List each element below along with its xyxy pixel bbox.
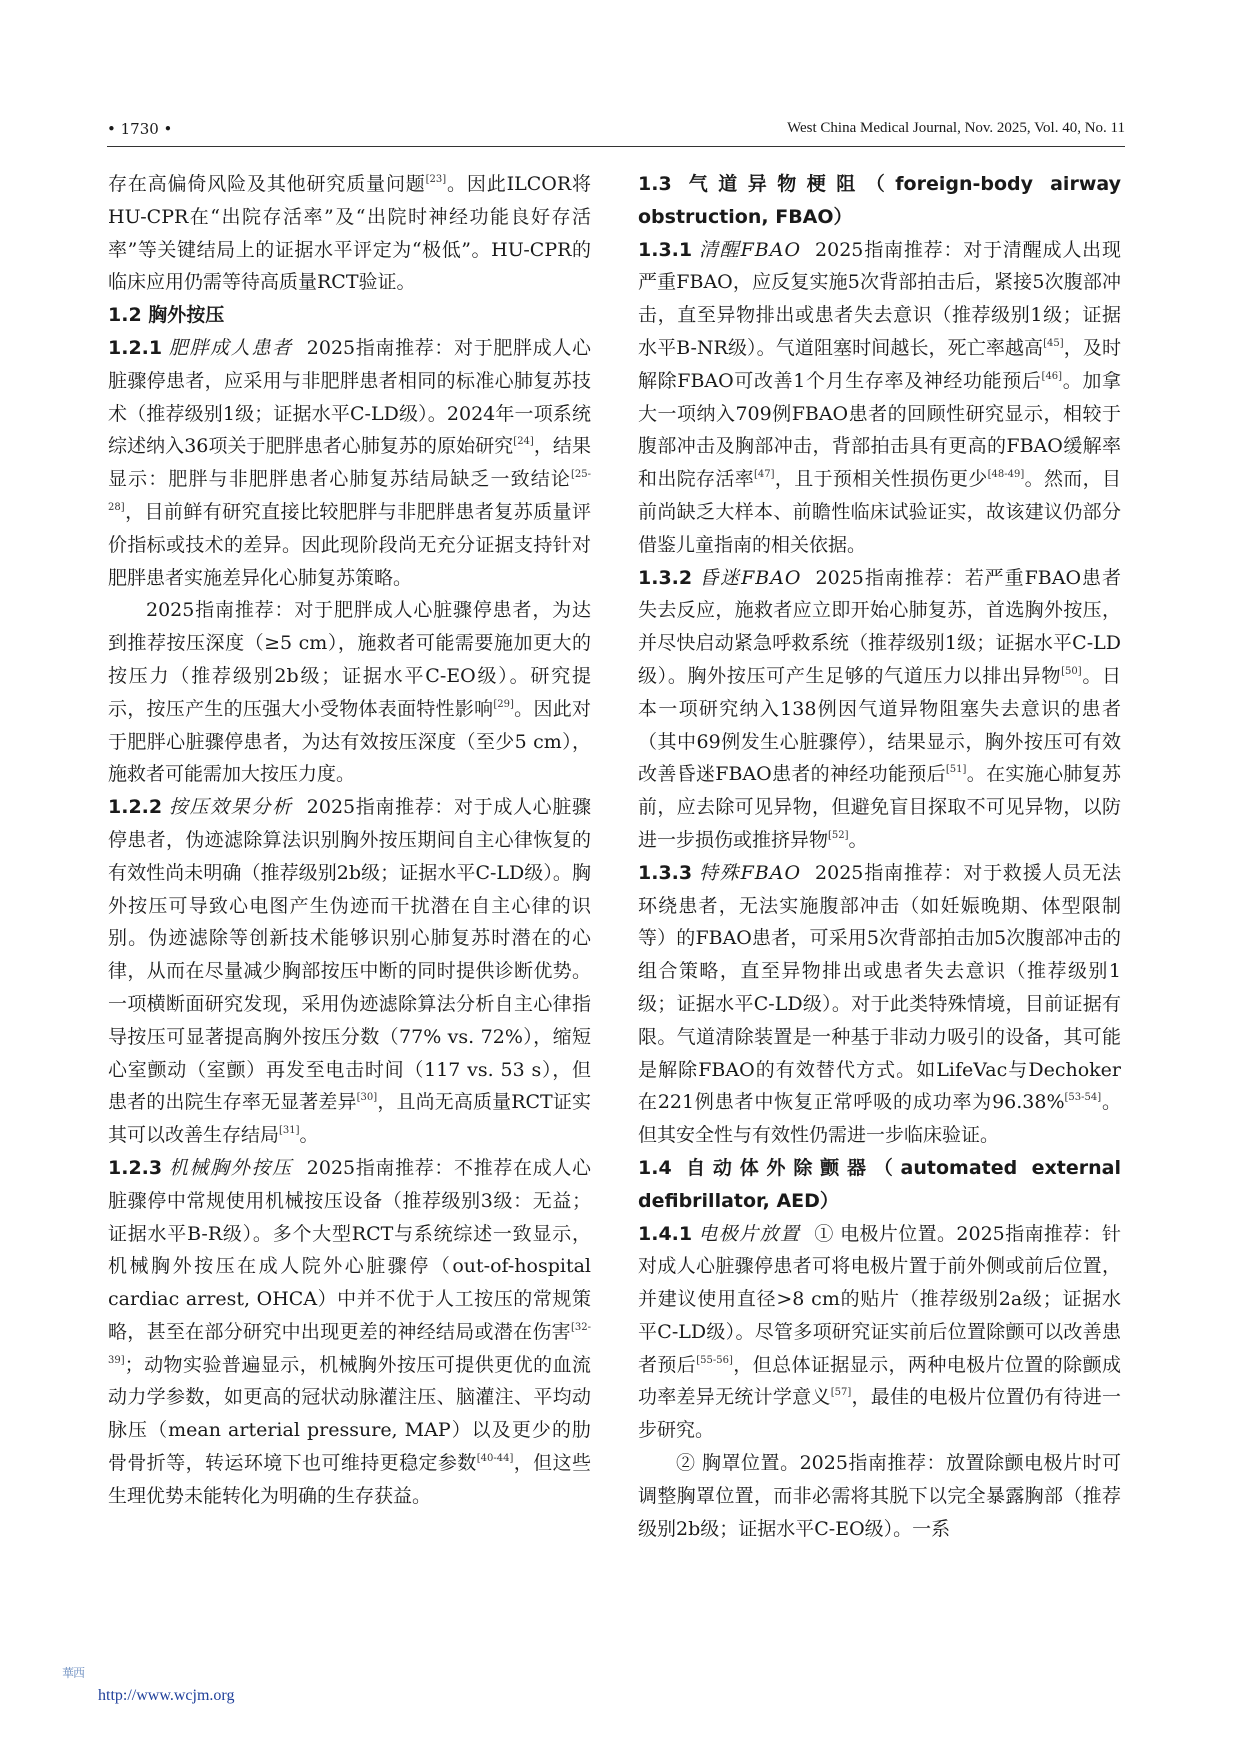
left-column <box>108 168 591 1513</box>
journal-citation: West China Medical Journal, Nov. 2025, Vol. 40, No. 11 <box>787 120 1125 136</box>
paragraph: ② 胸罩位置。2025指南推荐：放置除颤电极片时可调整胸罩位置，而非必需将其脱下以完全暴露胸部（推荐级别2b级；证据水平C-EO级）。一系 <box>638 1452 1121 1540</box>
citation[interactable]: [51] <box>945 764 967 776</box>
citation[interactable]: [30] <box>356 1092 378 1104</box>
citation[interactable]: [57] <box>830 1387 852 1399</box>
journal-url-link[interactable]: http://www.wcjm.org <box>98 1687 235 1704</box>
journal-logo-icon: 華西 <box>62 1666 85 1680</box>
citation[interactable]: [48-49] <box>987 469 1025 481</box>
subsection-1-3-3: 1.3.3 特殊FBAO 2025指南推荐：对于救援人员无法环绕患者，无法实施腹部冲击（如妊娠晚期、体型限制等）的FBAO患者，可采用5次背部拍击加5次腹部冲击的组合策略，直至异物排出或患者失去意识（推荐级别1级；证据水平C-LD级）。对于此类特殊情境，目前证据有限。气道清除装置是一种基于非动力吸引的设备，其可能是解除FBAO的有效替代方式。如LifeVac与Dechoker在221例患者中恢复正常呼吸的成功率为96.38%[53-54]。但其安全性与有效性仍需进一步临床验证。 <box>638 861 1121 1147</box>
citation[interactable]: [46] <box>1041 370 1063 382</box>
citation[interactable]: [23] <box>425 174 447 185</box>
header-divider <box>107 146 1125 147</box>
subsection-1-3-1: 1.3.1 清醒FBAO 2025指南推荐：对于清醒成人出现严重FBAO，应反复实施5次背部拍击后，紧接5次腹部冲击，直至异物排出或患者失去意识（推荐级别1级；证据水平B-NR级）。气道阻塞时间越长，死亡率越高[45]，及时解除FBAO可改善1个月生存率及神经功能预后[46]。加拿大一项纳入709例FBAO患者的回顾性研究显示，相较于腹部冲击及胸部冲击，背部拍击具有更高的FBAO缓解率和出院存活率[47]，且于预相关性损伤更少[48-49]。然而，目前尚缺乏大样本、前瞻性临床试验证实，故该建议仍部分借鉴儿童指南的相关依据。 <box>638 238 1121 556</box>
citation[interactable]: [47] <box>754 469 775 481</box>
subsection-1-4-1: 1.4.1 电极片放置 ① 电极片位置。2025指南推荐：针对成人心脏骤停患者可将电极片置于前外侧或前后位置，并建议使用直径>8 cm的贴片（推荐级别2a级；证据水平C-LD级）。尽管多项研究证实前后位置除颤可以改善患者预后[55-56]，但总体证据显示，两种电极片位置的除颤成功率差异无统计学意义[57]，最佳的电极片位置仍有待进一步研究。 <box>638 1222 1121 1442</box>
subsection-1-3-2: 1.3.2 昏迷FBAO 2025指南推荐：若严重FBAO患者失去反应，施救者应立即开始心肺复苏，首选胸外按压，并尽快启动紧急呼救系统（推荐级别1级；证据水平C-LD级）。胸外按压可产生足够的气道压力以排出异物[50]。日本一项研究纳入138例因气道异物阻塞失去意识的患者（其中69例发生心脏骤停），结果显示，胸外按压可有效改善昏迷FBAO患者的神经功能预后[51]。在实施心肺复苏前，应去除可见异物，但避免盲目探取不可见异物，以防进一步损伤或推挤异物[52]。 <box>638 566 1121 851</box>
section-heading-1-2: 1.2 胸外按压 <box>108 304 225 327</box>
page-number: • 1730 • <box>107 120 173 138</box>
citation[interactable]: [53-54] <box>1064 1092 1102 1104</box>
citation[interactable]: [25-28] <box>108 469 591 513</box>
citation[interactable]: [45] <box>1043 337 1064 349</box>
paragraph: 2025指南推荐：对于肥胖成人心脏骤停患者，为达到推荐按压深度（≥5 cm），施救者可能需要施加更大的按压力（推荐级别2b级；证据水平C-EO级）。研究提示，按压产生的压强大小受物体表面特性影响[29]。因此对于肥胖心脏骤停患者，为达有效按压深度（至少5 cm），施救者可能需加大按压力度。 <box>108 599 591 786</box>
citation[interactable]: [31] <box>279 1125 300 1137</box>
subsection-1-2-1: 1.2.1 肥胖成人患者 2025指南推荐：对于肥胖成人心脏骤停患者，应采用与非肥胖患者相同的标准心肺复苏技术（推荐级别1级；证据水平C-LD级）。2024年一项系统综述纳入36项关于肥胖患者心肺复苏的原始研究[24]，结果显示：肥胖与非肥胖患者心肺复苏结局缺乏一致结论[25-28]，目前鲜有研究直接比较肥胖与非肥胖患者复苏质量评价指标或技术的差异。因此现阶段尚无充分证据支持针对肥胖患者实施差异化心肺复苏策略。 <box>108 336 591 589</box>
subsection-1-2-3: 1.2.3 机械胸外按压 2025指南推荐：不推荐在成人心脏骤停中常规使用机械按压设备（推荐级别3级：无益；证据水平B-R级）。多个大型RCT与系统综述一致显示，机械胸外按压在成人院外心脏骤停（out-of-hospital cardiac arrest, OHCA）中并不优于人工按压的常规策略，甚至在部分研究中出现更差的神经结局或潜在伤害[32-39]；动物实验普遍显示，机械胸外按压可提供更优的血流动力学参数，如更高的冠状动脉灌注压、脑灌注、平均动脉压（mean arterial pressure, MAP）以及更少的肋骨骨折等，转运环境下也可维持更稳定参数[40-44]，但这些生理优势未能转化为明确的生存获益。 <box>108 1156 591 1507</box>
section-heading-1-3: 1.3 气道异物梗阻（foreign-body airway obstruction, FBAO） <box>638 173 1121 228</box>
citation[interactable]: [50] <box>1061 665 1082 677</box>
citation[interactable]: [52] <box>828 829 849 841</box>
citation[interactable]: [40-44] <box>476 1453 514 1465</box>
citation[interactable]: [29] <box>493 698 514 710</box>
section-heading-1-4: 1.4 自动体外除颤器（automated external defibrillator, AED） <box>638 1156 1121 1212</box>
citation[interactable]: [24] <box>513 436 534 448</box>
paragraph: 存在高偏倚风险及其他研究质量问题[23]。因此ILCOR将HU-CPR在“出院存活率”及“出院时神经功能良好存活率”等关键结局上的证据水平评定为“极低”。HU-CPR的临床应用仍需等待高质量RCT验证。 <box>108 173 591 294</box>
citation[interactable]: [32-39] <box>108 1321 591 1366</box>
right-column <box>638 168 1121 1545</box>
subsection-1-2-2: 1.2.2 按压效果分析 2025指南推荐：对于成人心脏骤停患者，伪迹滤除算法识别胸外按压期间自主心律恢复的有效性尚未明确（推荐级别2b级；证据水平C-LD级）。胸外按压可导致心电图产生伪迹而干扰潜在自主心律的识别。伪迹滤除等创新技术能够识别心肺复苏时潜在的心律，从而在尽量减少胸部按压中断的同时提供诊断优势。一项横断面研究发现，采用伪迹滤除算法分析自主心律指导按压可显著提高胸外按压分数（77% vs. 72%），缩短心室颤动（室颤）再发至电击时间（117 vs. 53 s），但患者的出院生存率无显著差异[30]，且尚无高质量RCT证实其可以改善生存结局[31]。 <box>108 796 591 1147</box>
citation[interactable]: [55-56] <box>696 1354 733 1366</box>
